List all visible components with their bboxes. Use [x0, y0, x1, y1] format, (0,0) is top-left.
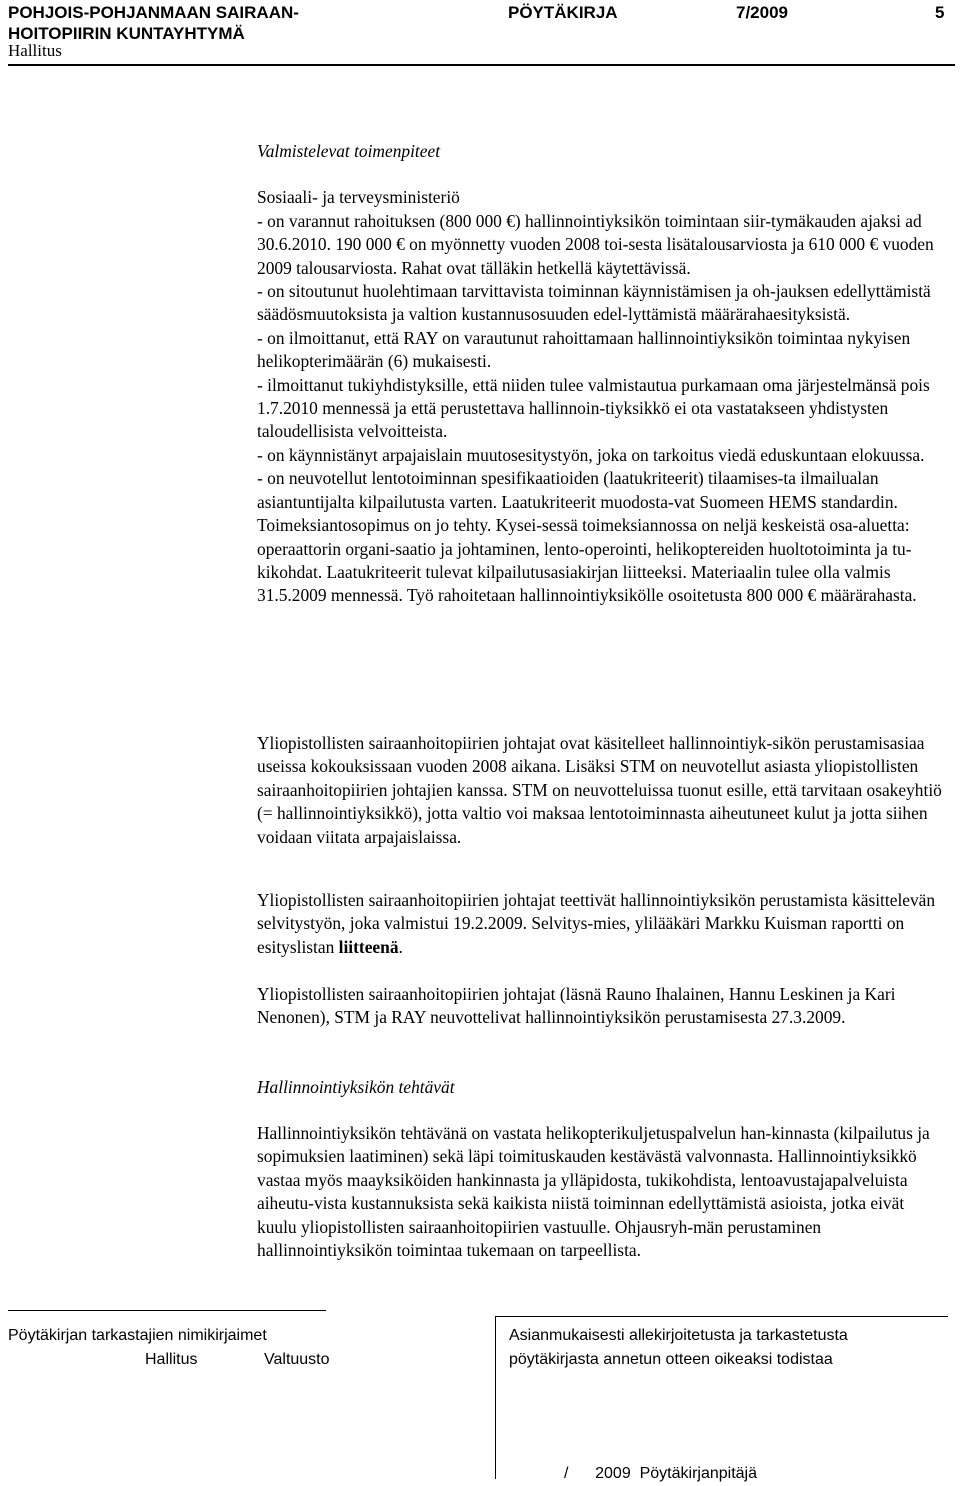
ministry-paragraph: - on varannut rahoituksen (800 000 €) hallinnointiyksikön toimintaan siir-tymäkauden ajaksi ad 30.6.2010. 190 000 € on myönnetty vuoden 2008 toi-sesta lisätalousarviosta ja 610 000 € vuoden 2009 talousarviosta. Rahat ovat tälläkin hetkellä käytettävissä. — [257, 210, 934, 278]
document-type: PÖYTÄKIRJA — [508, 3, 618, 22]
preparatory-measures-section — [257, 140, 947, 608]
certification-line-1: Asianmukaisesti allekirjoitetusta ja tarkastetusta — [509, 1327, 848, 1344]
report-text-end: . — [398, 936, 403, 957]
paragraph-negotiations — [257, 983, 947, 1030]
bullet-item: - ilmoittanut tukiyhdistyksille, että niiden tulee valmistautua purkamaan oma järjestelmänsä pois 1.7.2010 mennessä ja että perustettava hallinnoin-tiyksikkö ei ota vastatakseen yhdistysten taloudellisista velvoitteista. — [257, 374, 930, 442]
organization-name — [8, 2, 299, 44]
initials-valtuusto: Valtuusto — [264, 1351, 330, 1368]
report-text: Yliopistollisten sairaanhoitopiirien johtajat teettivät hallinnointiyksikön perustamista käsittelevän selvitystyön, joka valmistui 19.2.2009. Selvitys-mies, ylilääkäri Markku Kuisman raportti on esityslistan — [257, 890, 936, 957]
bullet-item: - on käynnistänyt arpajaislain muutosesitystyön, joka on tarkoitus viedä eduskuntaan elokuussa. — [257, 444, 925, 465]
paragraph-directors — [257, 732, 947, 849]
section-heading-prep: Valmistelevat toimenpiteet — [257, 141, 441, 161]
minute-keeper-line: / 2009 Pöytäkirjanpitäjä — [564, 1465, 757, 1482]
footer-divider — [8, 1310, 326, 1311]
paragraph-report — [257, 889, 947, 959]
department-label: Hallitus — [8, 41, 62, 60]
initials-hallitus: Hallitus — [145, 1351, 198, 1368]
body-paragraph: Yliopistollisten sairaanhoitopiirien johtajat ovat käsitelleet hallinnointiyk-sikön perustamisasiaa useissa kokouksissaan vuoden 2008 aikana. Lisäksi STM on neuvotellut asiasta yliopistollisten sairaanhoitopiirien johtajien kanssa. STM on neuvotteluissa tuonut esille, että tarvitaan osakeyhtiö (= hallinnointiyksikkö), jotta valtio voi maksaa lentotoiminnasta aiheutuneet kulut ja jotta siihen voidaan viitata arpajaislaissa. — [257, 733, 942, 847]
organization-line-2: HOITOPIIRIN KUNTAYHTYMÄ — [8, 24, 245, 43]
organization-line-1: POHJOIS-POHJANMAAN SAIRAAN- — [8, 3, 299, 22]
bullet-item: - on neuvotellut lentotoiminnan spesifikaatioiden (laatukriteerit) tilaamises-ta ilmailualan asiantuntijalta kilpailutusta varten. Laatukriteerit muodosta-vat Suomeen HEMS standardin. Toimeksiantosopimus on jo tehty. Kysei-sessä toimeksiannossa on neljä keskeistä osa-aluetta: operaattorin organi-saatio ja johtaminen, lento-operointi, helikoptereiden huoltotoiminta ja tu-kikohdat. Laatukriteerit tulevat kilpailutusasiakirjan liitteeksi. Materiaalin tulee olla valmis 31.5.2009 mennessä. Työ rahoitetaan hallinnointiyksikölle osoitetusta 800 000 € määrärahasta. — [257, 468, 917, 606]
initials-label: Pöytäkirjan tarkastajien nimikirjaimet — [8, 1327, 267, 1344]
body-paragraph: Yliopistollisten sairaanhoitopiirien johtajat (läsnä Rauno Ihalainen, Hannu Leskinen ja Kari Nenonen), STM ja RAY neuvottelivat hallinnointiyksikön perustamisesta 27.3.2009. — [257, 984, 896, 1028]
ministry-intro: Sosiaali- ja terveysministeriö — [257, 187, 460, 208]
certification-line-2: pöytäkirjasta annetun otteen oikeaksi todistaa — [509, 1351, 833, 1368]
body-paragraph: Hallinnointiyksikön tehtävänä on vastata helikopterikuljetuspalvelun han-kinnasta (kilpailutus ja sopimuksien laatiminen) sekä läpi toimituskauden kestävästä valvonnasta. Hallinnointiyksikkö vastaa myös maayksiköiden hankinnasta ja ylläpidosta, tukikohdista, lentoavustajapalveluista aiheutu-vista kustannuksista sekä kaikista niistä toiminnan edellyttämistä asioista, jotka eivät kuulu yliopistollisten sairaanhoitopiirien vastuulle. Ohjausryh-män perustaminen hallinnointiyksikön toimintaa tukemaan on tarpeellista. — [257, 1123, 930, 1261]
attachment-reference: liitteenä — [338, 936, 399, 957]
tasks-heading-block — [257, 1076, 947, 1099]
bullet-item: - on ilmoittanut, että RAY on varautunut rahoittamaan hallinnointiyksikön toimintaa nykyisen helikopterimäärän (6) mukaisesti. — [257, 327, 911, 372]
page-number: 5 — [935, 3, 945, 22]
document-number: 7/2009 — [736, 3, 788, 22]
tasks-paragraph-block — [257, 1122, 947, 1262]
header-divider — [8, 64, 955, 66]
body-paragraph — [257, 889, 947, 959]
bullet-item: - on sitoutunut huolehtimaan tarvittavista toiminnan käynnistämisen ja oh-jauksen edellyttämistä säädösmuutoksista ja valtion kustannusosuuden edel-lyttämistä määrärahaesityksistä. — [257, 281, 931, 325]
section-heading-tasks: Hallinnointiyksikön tehtävät — [257, 1077, 455, 1097]
